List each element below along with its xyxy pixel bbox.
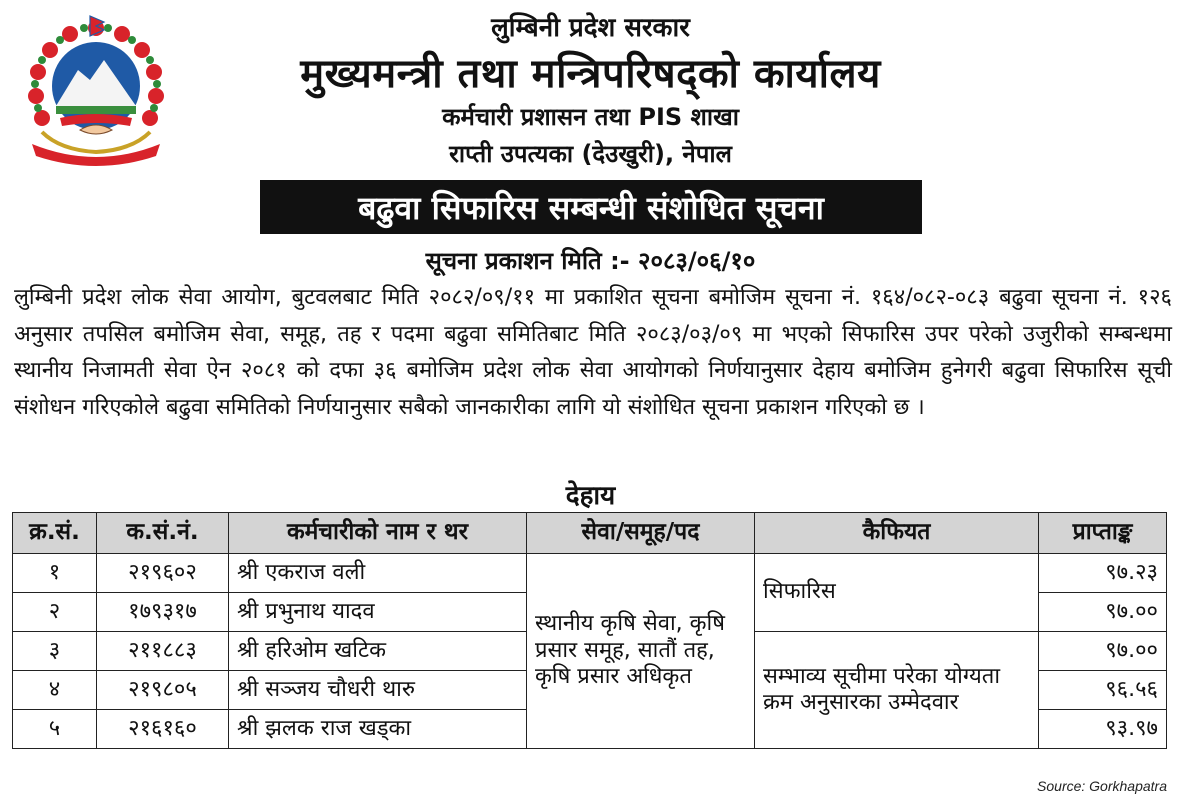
name-cell: श्री हरिओम खटिक — [229, 632, 527, 671]
name-cell: श्री प्रभुनाथ यादव — [229, 593, 527, 632]
ks-cell: २१६१६० — [97, 710, 229, 749]
sn-cell: २ — [13, 593, 97, 632]
publication-date: सूचना प्रकाशन मिति :- २०८३/०६/१० — [425, 247, 756, 275]
table-title: देहाय — [565, 481, 616, 511]
office-name: मुख्यमन्त्री तथा मन्त्रिपरिषद्को कार्यालय — [300, 51, 881, 97]
ks-cell: २१९८०५ — [97, 671, 229, 710]
sn-cell: ४ — [13, 671, 97, 710]
name-cell: श्री सञ्जय चौधरी थारु — [229, 671, 527, 710]
header-service: सेवा/समूह/पद — [527, 513, 755, 554]
header-score: प्राप्ताङ्क — [1039, 513, 1167, 554]
sn-cell: १ — [13, 554, 97, 593]
sn-cell: ३ — [13, 632, 97, 671]
remark-recommended-cell: सिफारिस — [755, 554, 1039, 632]
header-sn: क्र.सं. — [13, 513, 97, 554]
score-cell: ९७.०० — [1039, 632, 1167, 671]
name-cell: श्री एकराज वली — [229, 554, 527, 593]
government-name: लुम्बिनी प्रदेश सरकार — [491, 13, 690, 43]
office-address: राप्ती उपत्यका (देउखुरी), नेपाल — [449, 140, 732, 168]
ks-cell: २११८८३ — [97, 632, 229, 671]
ks-cell: १७९३१७ — [97, 593, 229, 632]
notice-title-banner: बढुवा सिफारिस सम्बन्धी संशोधित सूचना — [260, 180, 922, 234]
header-employee-name: कर्मचारीको नाम र थर — [229, 513, 527, 554]
header-remark: कैफियत — [755, 513, 1039, 554]
score-cell: ९७.२३ — [1039, 554, 1167, 593]
notice-body-paragraph: लुम्बिनी प्रदेश लोक सेवा आयोग, बुटवलबाट मिति २०८२/०९/११ मा प्रकाशित सूचना बमोजिम सूचना नं. १६४/०८२-०८३ बढुवा सूचना नं. १२६ अनुसार तपसिल बमोजिम सेवा, समूह, तह र पदमा बढुवा समितिबाट मिति २०८३/०३/०९ मा भएको सिफारिस उपर परेको उजुरीको सम्बन्धमा स्थानीय निजामती सेवा ऐन २०८१ को दफा ३६ बमोजिम प्रदेश लोक सेवा आयोगको निर्णयानुसार देहाय बमोजिम हुनेगरी बढुवा सिफारिस सूची संशोधन गरिएकोले बढुवा समितिको निर्णयानुसार सबैको जानकारीका लागि यो संशोधित सूचना प्रकाशन गरिएको छ । — [14, 285, 1172, 420]
table-row — [13, 554, 1167, 593]
table-header-row — [13, 513, 1167, 554]
service-cell: स्थानीय कृषि सेवा, कृषि प्रसार समूह, सातौं तह, कृषि प्रसार अधिकृत — [527, 554, 755, 749]
sn-cell: ५ — [13, 710, 97, 749]
score-cell: ९६.५६ — [1039, 671, 1167, 710]
header-ks-no: क.सं.नं. — [97, 513, 229, 554]
remark-alternate-cell: सम्भाव्य सूचीमा परेका योग्यता क्रम अनुसारका उम्मेदवार — [755, 632, 1039, 749]
source-credit: Source: Gorkhapatra — [1037, 778, 1167, 794]
score-cell: ९३.९७ — [1039, 710, 1167, 749]
ks-cell: २१९६०२ — [97, 554, 229, 593]
promotion-table — [12, 512, 1167, 749]
branch-name: कर्मचारी प्रशासन तथा PIS शाखा — [442, 103, 739, 131]
name-cell: श्री झलक राज खड्का — [229, 710, 527, 749]
score-cell: ९७.०० — [1039, 593, 1167, 632]
